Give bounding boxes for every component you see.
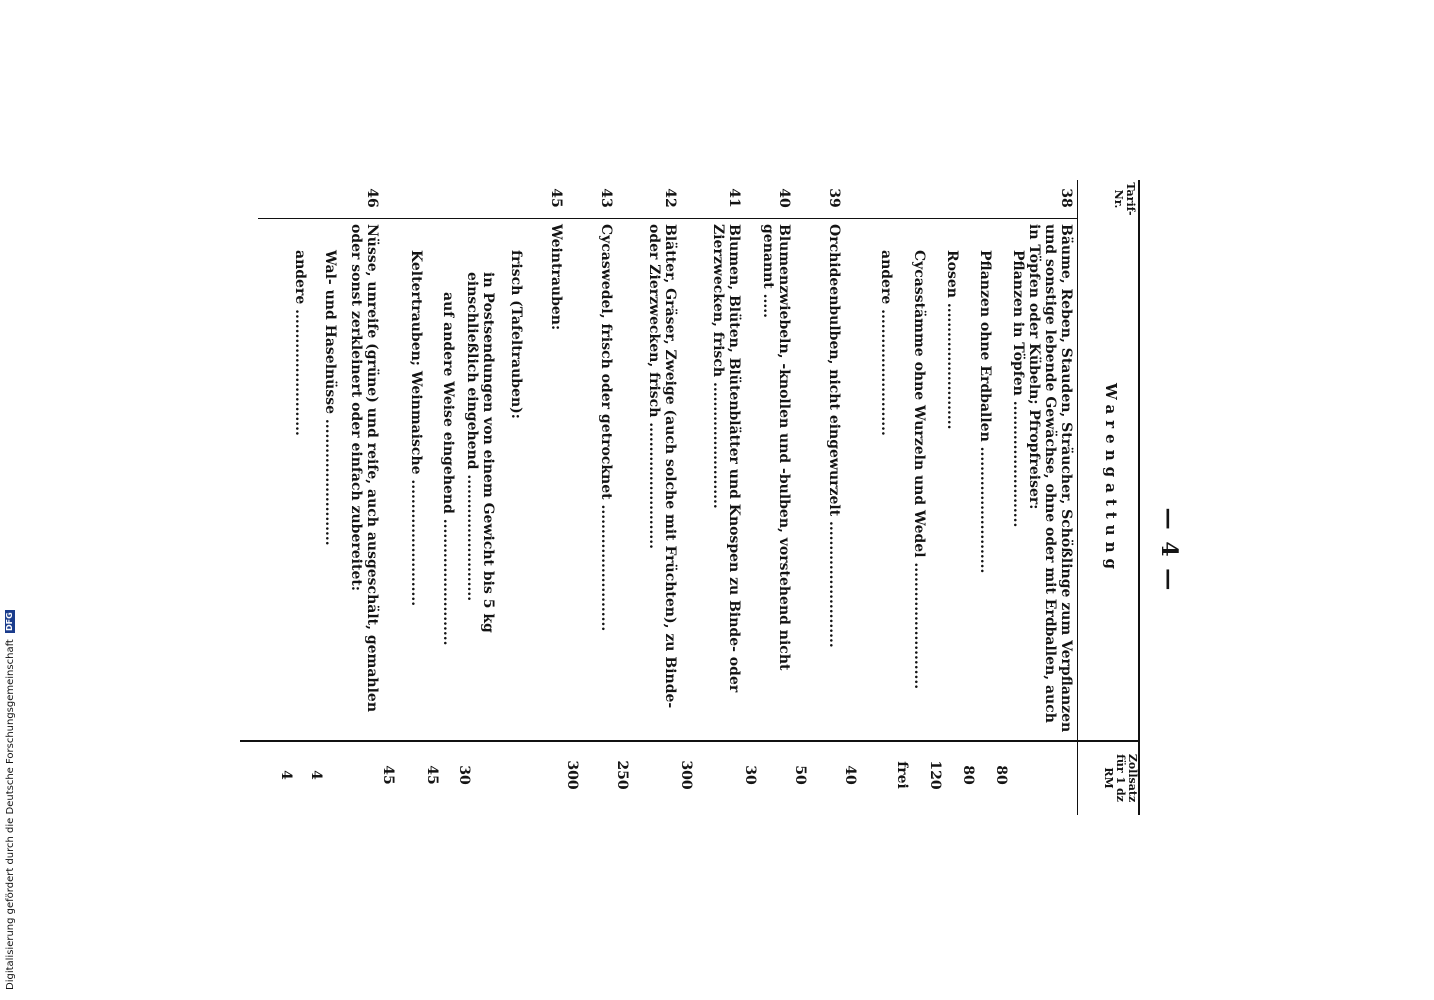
row-rate: 120: [927, 760, 943, 790]
row-description: andere ..........................: [878, 250, 894, 436]
row-rate: 40: [842, 765, 858, 785]
row-nr: 38: [1058, 188, 1074, 208]
header-tarif-nr: Tarif-Nr.: [1112, 182, 1137, 216]
digitization-credit: [4, 610, 18, 990]
table-row: [1026, 180, 1074, 815]
digitization-credit-text: Digitalisierung gefördert durch die Deutsche Forschungsgemeinschaft: [5, 639, 16, 990]
table-row: [614, 180, 678, 815]
row-rate: 45: [424, 765, 440, 785]
row-description: Cycaswedel, frisch oder getrocknet ..........................: [598, 224, 614, 632]
table-row: [496, 180, 524, 815]
row-description: Blätter, Gräser, Zweige (auch solche mit Früchten), zu Binde- oder Zierzwecken, frisch ..........................: [646, 224, 678, 709]
row-description: andere ..........................: [292, 250, 308, 436]
table-body: [278, 180, 1074, 815]
table-row: [927, 180, 960, 815]
row-description: in Postsendungen von einem Gewicht bis 5 kg einschließlich eingehend ..........................: [464, 272, 496, 633]
row-rate: 80: [960, 765, 976, 785]
row-rate: 30: [742, 765, 758, 785]
row-description: Pflanzen ohne Erdballen ..........................: [977, 250, 993, 574]
row-rate: frei: [894, 761, 910, 789]
table-row: [456, 180, 496, 815]
table-header-rule: [1077, 180, 1078, 815]
header-zollsatz-line1: Zollsatz: [1126, 753, 1139, 803]
table-row: [678, 180, 742, 815]
row-rate: 80: [993, 765, 1009, 785]
row-nr: 40: [776, 188, 792, 208]
header-zollsatz-line2: für 1 dz: [1114, 754, 1127, 802]
document-page: [200, 140, 1200, 940]
table-row: [960, 180, 993, 815]
row-rate: 300: [678, 760, 694, 790]
table-row: [564, 180, 614, 815]
table-row: [338, 180, 380, 815]
row-description: Orchideenbulben, nicht eingewurzelt ..........................: [826, 224, 842, 648]
row-description: Keltertrauben; Weinmaische ..........................: [408, 250, 424, 607]
row-nr: 42: [662, 188, 678, 208]
page-number: — 4 —: [1156, 507, 1182, 593]
row-description: auf andere Weise eingehend ..........................: [440, 292, 456, 646]
table-top-rule: [1138, 180, 1140, 815]
row-rate: 250: [614, 760, 630, 790]
table-row: [894, 180, 927, 815]
row-description: Cycasstämme ohne Wurzeln und Wedel ..........................: [911, 250, 927, 690]
row-rate: 300: [564, 760, 580, 790]
row-rate: 4: [278, 770, 294, 780]
row-description: Blumen, Blüten, Blütenblätter und Knospen zu Binde- oder Zierzwecken, frisch ..........................: [710, 224, 742, 693]
row-nr: 43: [598, 188, 614, 208]
table-row: [380, 180, 424, 815]
row-nr: 45: [548, 188, 564, 208]
table-row: [842, 180, 894, 815]
table-row: [993, 180, 1026, 815]
table-row: [278, 180, 308, 815]
header-zollsatz: [1102, 742, 1138, 814]
table-row: [308, 180, 338, 815]
row-description: Pflanzen in Töpfen ..........................: [1010, 250, 1026, 528]
header-warengattung: Warengattung: [1102, 383, 1120, 575]
row-description: Weintrauben:: [548, 224, 564, 331]
row-description: Wal- und Haselnüsse ..........................: [322, 250, 338, 546]
row-rate: 30: [456, 765, 472, 785]
row-description: frisch (Tafeltrauben):: [508, 250, 524, 419]
row-description: Bäume, Reben, Stauden, Sträucher, Schößlinge zum Verpflanzen und sonstige lebende Gewächse, ohne oder mit Erdballen, auch in Töpfen oder Kübeln; Pfropfreiser:: [1026, 224, 1074, 733]
row-rate: 4: [308, 770, 324, 780]
row-nr: 41: [726, 188, 742, 208]
row-nr: 46: [364, 188, 380, 208]
table-row: [792, 180, 842, 815]
row-description: Nüsse, unreife (grüne) und reife, auch ausgeschält, gemahlen oder sonst zerkleinert oder einfach zubereitet:: [348, 224, 380, 713]
row-description: Blumenzwiebeln, -knollen und -bulben, vorstehend nicht genannt .....: [760, 224, 792, 671]
table-row: [742, 180, 792, 815]
row-description: Rosen ..........................: [944, 250, 960, 430]
dfg-logo: DFG: [5, 612, 14, 631]
table-row: [524, 180, 564, 815]
row-nr: 39: [826, 188, 842, 208]
header-zollsatz-line3: RM: [1102, 767, 1115, 789]
table-row: [424, 180, 456, 815]
row-rate: 45: [380, 765, 396, 785]
row-rate: 50: [792, 765, 808, 785]
tariff-table: [240, 180, 1140, 815]
